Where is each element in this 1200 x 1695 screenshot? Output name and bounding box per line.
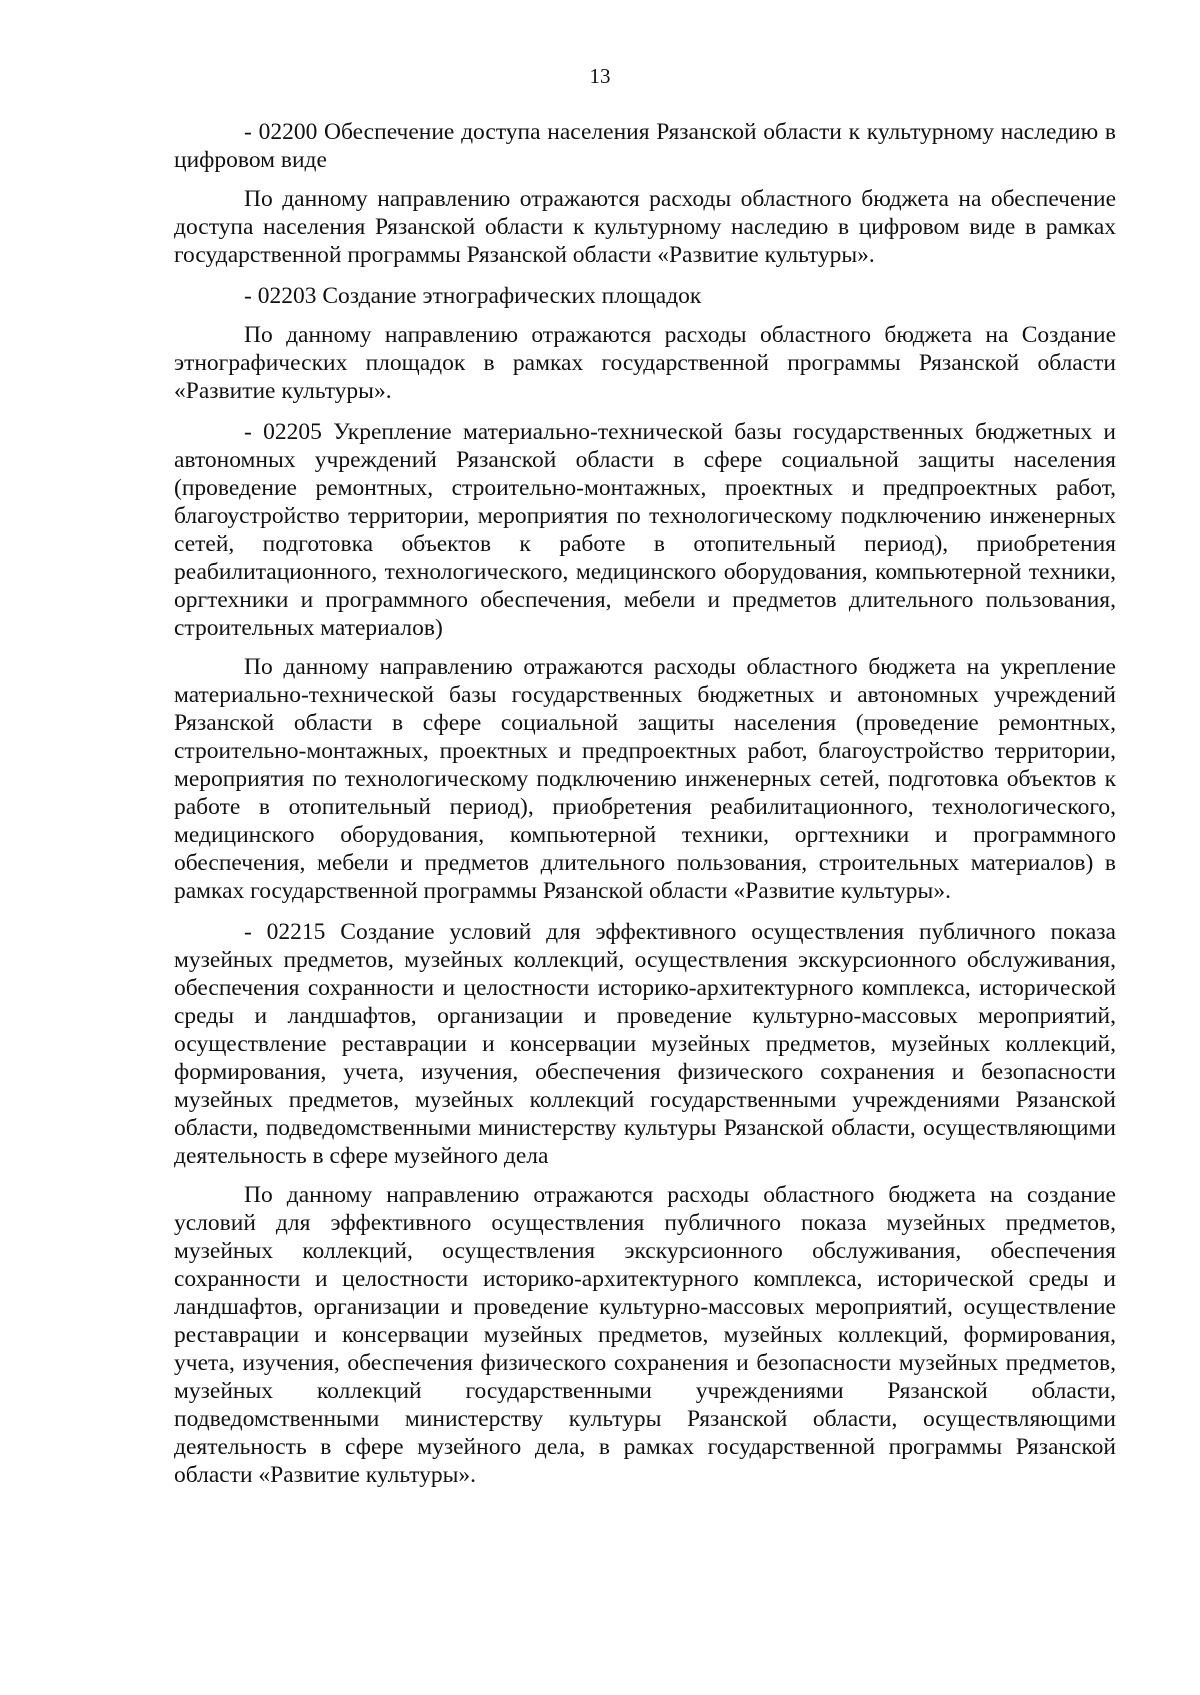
section-text-02200: По данному направлению отражаются расходы областного бюджета на обеспечение доступа населения Рязанской области к культурному наследию в цифровом виде в рамках государственной программы Рязанской области «Развитие культуры». — [174, 186, 1116, 268]
section-heading-02205: - 02205 Укрепление материально-технической базы государственных бюджетных и автономных учреждений Рязанской области в сфере социальной защиты населения (проведение ремонтных, строительно-монтажных, проектных и предпроектных работ, благоустройство территории, мероприятия по технологическому подключению инженерных сетей, подготовка объектов к работе в отопительный период), приобретения реабилитационного, технологического, медицинского оборудования, компьютерной техники, оргтехники и программного обеспечения, мебели и предметов длительного пользования, строительных материалов) — [174, 419, 1116, 641]
document-body — [174, 118, 1116, 1502]
section-heading-02215: - 02215 Создание условий для эффективного осуществления публичного показа музейных предметов, музейных коллекций, осуществления экскурсионного обслуживания, обеспечения сохранности и целостности историко-архитектурного комплекса, исторической среды и ландшафтов, организации и проведение культурно-массовых мероприятий, осуществление реставрации и консервации музейных предметов, музейных коллекций, формирования, учета, изучения, обеспечения физического сохранения и безопасности музейных предметов, музейных коллекций государственными учреждениями Рязанской области, подведомственными министерству культуры Рязанской области, осуществляющими деятельность в сфере музейного дела — [174, 919, 1116, 1169]
page-number: 13 — [589, 64, 611, 88]
section-heading-02200: - 02200 Обеспечение доступа населения Рязанской области к культурному наследию в цифровом виде — [174, 119, 1116, 173]
section-text-02203: По данному направлению отражаются расходы областного бюджета на Создание этнографических площадок в рамках государственной программы Рязанской области «Развитие культуры». — [174, 322, 1116, 404]
section-text-02215: По данному направлению отражаются расходы областного бюджета на создание условий для эффективного осуществления публичного показа музейных предметов, музейных коллекций, осуществления экскурсионного обслуживания, обеспечения сохранности и целостности историко-архитектурного комплекса, исторической среды и ландшафтов, организации и проведение культурно-массовых мероприятий, осуществление реставрации и консервации музейных предметов, музейных коллекций, формирования, учета, изучения, обеспечения физического сохранения и безопасности музейных предметов, музейных коллекций государственными учреждениями Рязанской области, подведомственными министерству культуры Рязанской области, осуществляющими деятельность в сфере музейного дела, в рамках государственной программы Рязанской области «Развитие культуры». — [174, 1182, 1116, 1488]
section-heading-02203: - 02203 Создание этнографических площадок — [244, 283, 702, 309]
section-text-02205: По данному направлению отражаются расходы областного бюджета на укрепление материально-технической базы государственных бюджетных и автономных учреждений Рязанской области в сфере социальной защиты населения (проведение ремонтных, строительно-монтажных, проектных и предпроектных работ, благоустройство территории, мероприятия по технологическому подключению инженерных сетей, подготовка объектов к работе в отопительный период), приобретения реабилитационного, технологического, медицинского оборудования, компьютерной техники, оргтехники и программного обеспечения, мебели и предметов длительного пользования, строительных материалов) в рамках государственной программы Рязанской области «Развитие культуры». — [174, 654, 1116, 904]
